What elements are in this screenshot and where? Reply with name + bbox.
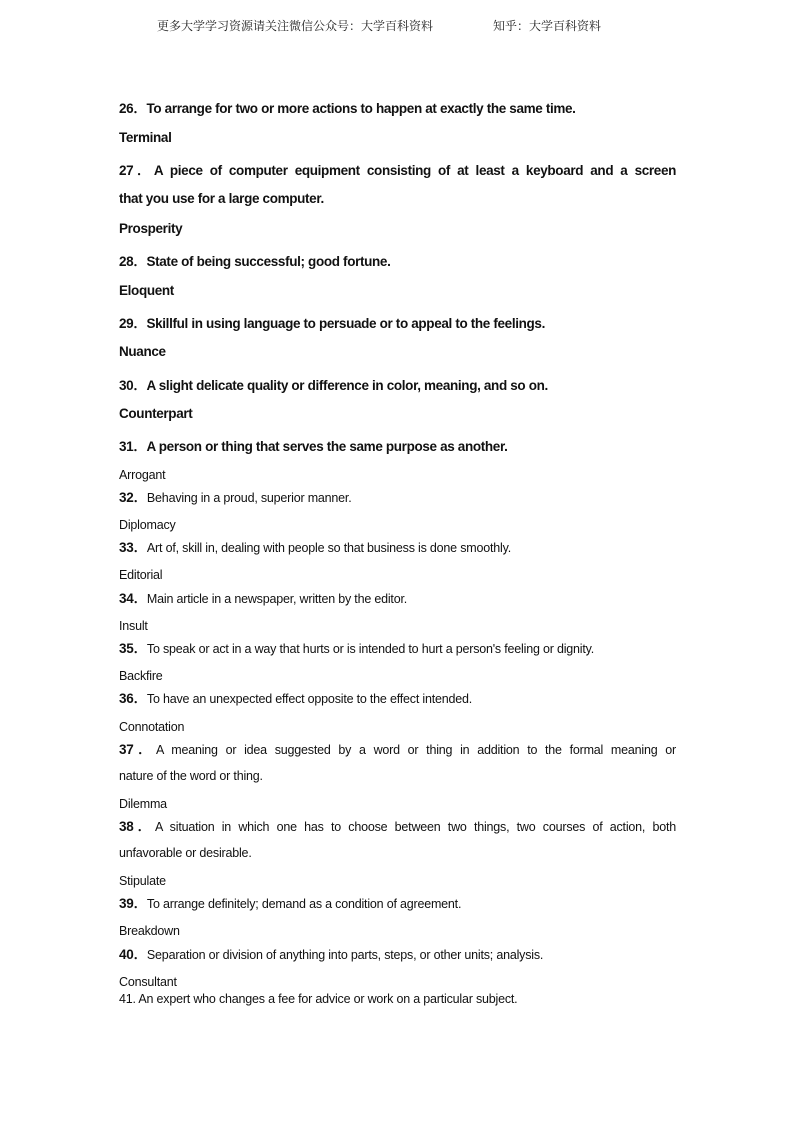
word-terminal: Terminal	[119, 130, 172, 145]
definition-31: 31．A person or thing that serves the same purpose as another.	[119, 439, 508, 454]
definition-41: 41. An expert who changes a fee for advice or work on a particular subject.	[119, 992, 518, 1006]
word-dilemma: Dilemma	[119, 797, 167, 811]
header-left: 更多大学学习资源请关注微信公众号：大学百科资料	[157, 19, 434, 33]
word-nuance: Nuance	[119, 344, 166, 359]
definition-26: 26．To arrange for two or more actions to happen at exactly the same time.	[119, 101, 576, 116]
definition-39: 39．To arrange definitely; demand as a condition of agreement.	[119, 896, 462, 911]
definition-27: 27．A piece of computer equipment consisting of at least a keyboard and a screen	[119, 163, 677, 178]
definition-29: 29．Skillful in using language to persuade or to appeal to the feelings.	[119, 316, 545, 331]
word-connotation: Connotation	[119, 720, 185, 734]
word-editorial: Editorial	[119, 568, 163, 582]
definition-32: 32．Behaving in a proud, superior manner.	[119, 490, 352, 505]
word-stipulate: Stipulate	[119, 874, 166, 888]
word-counterpart: Counterpart	[119, 406, 193, 421]
definition-36: 36．To have an unexpected effect opposite to the effect intended.	[119, 691, 473, 706]
definition-35: 35．To speak or act in a way that hurts or is intended to hurt a person's feeling or dignity.	[119, 641, 595, 656]
word-prosperity: Prosperity	[119, 221, 183, 236]
word-arrogant: Arrogant	[119, 468, 166, 482]
word-eloquent: Eloquent	[119, 283, 174, 298]
word-breakdown: Breakdown	[119, 924, 180, 938]
word-insult: Insult	[119, 619, 148, 633]
definition-37: 37．A meaning or idea suggested by a word or thing in addition to the formal meaning or	[119, 742, 677, 757]
definition-27-cont: that you use for a large computer.	[119, 191, 324, 206]
definition-37-cont: nature of the word or thing.	[119, 769, 263, 783]
header-right: 知乎：大学百科资料	[493, 19, 602, 33]
definition-38: 38．A situation in which one has to choose between two things, two courses of action, both	[119, 819, 677, 834]
word-consultant: Consultant	[119, 975, 177, 989]
word-backfire: Backfire	[119, 669, 163, 683]
definition-33: 33．Art of, skill in, dealing with people so that business is done smoothly.	[119, 540, 511, 555]
definition-28: 28．State of being successful; good fortune.	[119, 254, 391, 269]
definition-34: 34．Main article in a newspaper, written by the editor.	[119, 591, 408, 606]
definition-40: 40．Separation or division of anything into parts, steps, or other units; analysis.	[119, 947, 544, 962]
word-diplomacy: Diplomacy	[119, 518, 176, 532]
definition-30: 30．A slight delicate quality or difference in color, meaning, and so on.	[119, 378, 548, 393]
definition-38-cont: unfavorable or desirable.	[119, 846, 252, 860]
